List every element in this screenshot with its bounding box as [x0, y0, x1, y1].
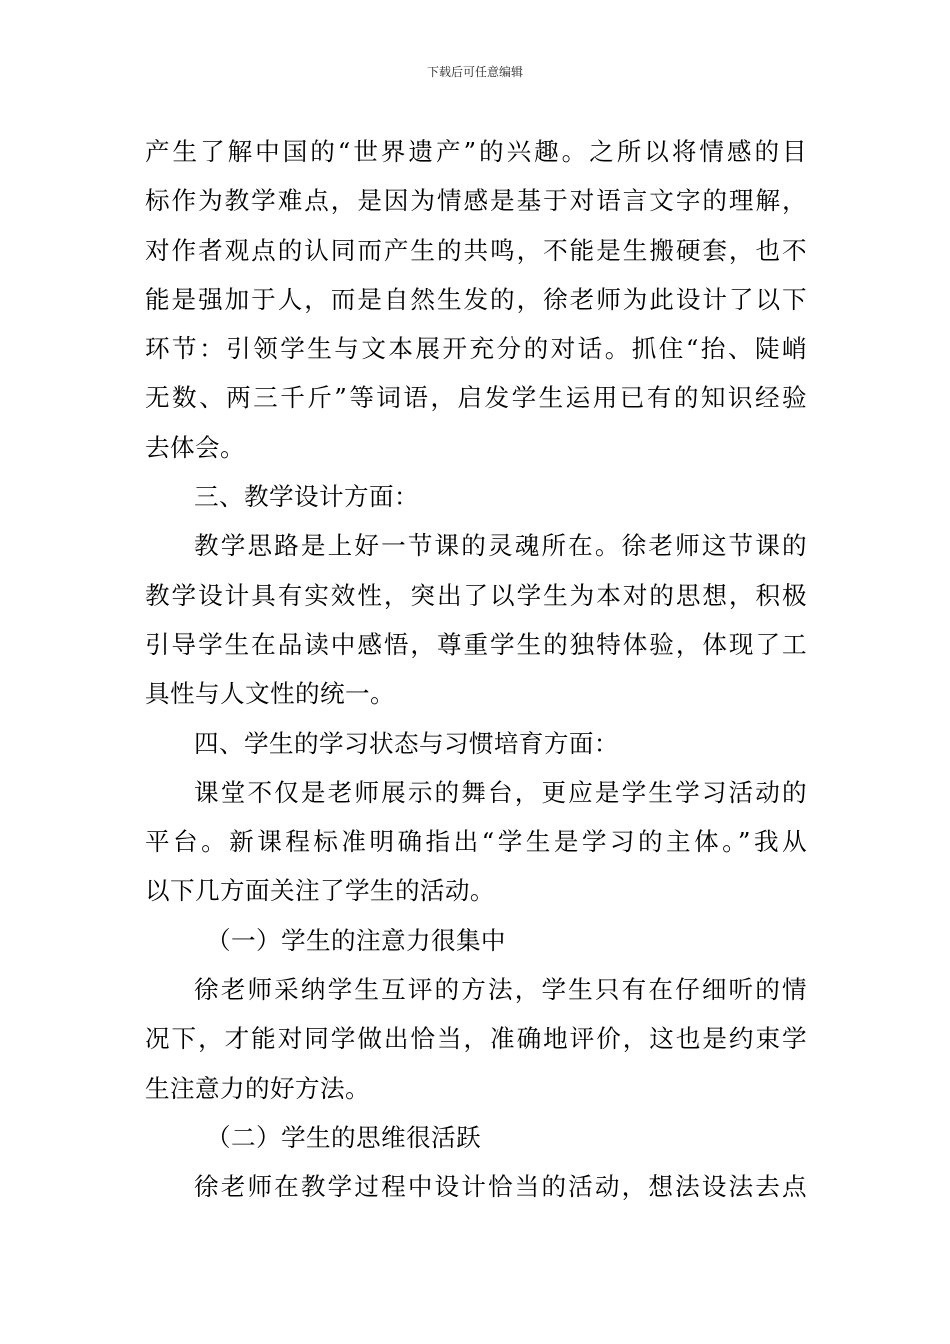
text-line: 以下几方面关注了学生的活动。 — [145, 876, 495, 906]
text-line: 去体会。 — [145, 432, 245, 462]
document-body — [145, 127, 807, 1212]
text-line: 能是强加于人，而是自然生发的，徐老师为此设计了以下 — [145, 284, 807, 314]
subsection-heading: （二）学生的思维很活跃 — [206, 1122, 481, 1152]
text-line: 产生了解中国的“世界遗产”的兴趣。之所以将情感的目 — [145, 137, 807, 166]
text-line: 平台。新课程标准明确指出“学生是学习的主体。”我从 — [145, 827, 807, 857]
text-line: 徐老师采纳学生互评的方法，学生只有在仔细听的情 — [194, 975, 807, 1005]
text-line: 引导学生在品读中感悟，尊重学生的独特体验，体现了工 — [145, 629, 807, 659]
text-line: 对作者观点的认同而产生的共鸣，不能是生搬硬套，也不 — [145, 235, 807, 265]
page-header: 下载后可任意编辑 — [426, 65, 523, 79]
text-line: 教学设计具有实效性，突出了以学生为本对的思想，积极 — [145, 580, 807, 610]
text-line: 环节：引领学生与文本展开充分的对话。抓住“抬、陡峭 — [145, 334, 807, 364]
text-line: 教学思路是上好一节课的灵魂所在。徐老师这节课的 — [194, 531, 807, 561]
text-line: 徐老师在教学过程中设计恰当的活动，想法设法去点 — [194, 1172, 807, 1202]
text-line: 无数、两三千斤”等词语，启发学生运用已有的知识经验 — [145, 383, 807, 413]
text-line: 生注意力的好方法。 — [145, 1073, 370, 1103]
text-line: 标作为教学难点，是因为情感是基于对语言文字的理解， — [145, 186, 807, 216]
section-heading: 三、教学设计方面： — [194, 482, 419, 512]
text-line: 课堂不仅是老师展示的舞台，更应是学生学习活动的 — [194, 777, 807, 807]
text-line: 具性与人文性的统一。 — [145, 679, 395, 709]
text-line: 况下，才能对同学做出恰当，准确地评价，这也是约束学 — [145, 1024, 807, 1054]
section-heading: 四、学生的学习状态与习惯培育方面： — [194, 728, 619, 758]
subsection-heading: （一）学生的注意力很集中 — [206, 925, 506, 955]
